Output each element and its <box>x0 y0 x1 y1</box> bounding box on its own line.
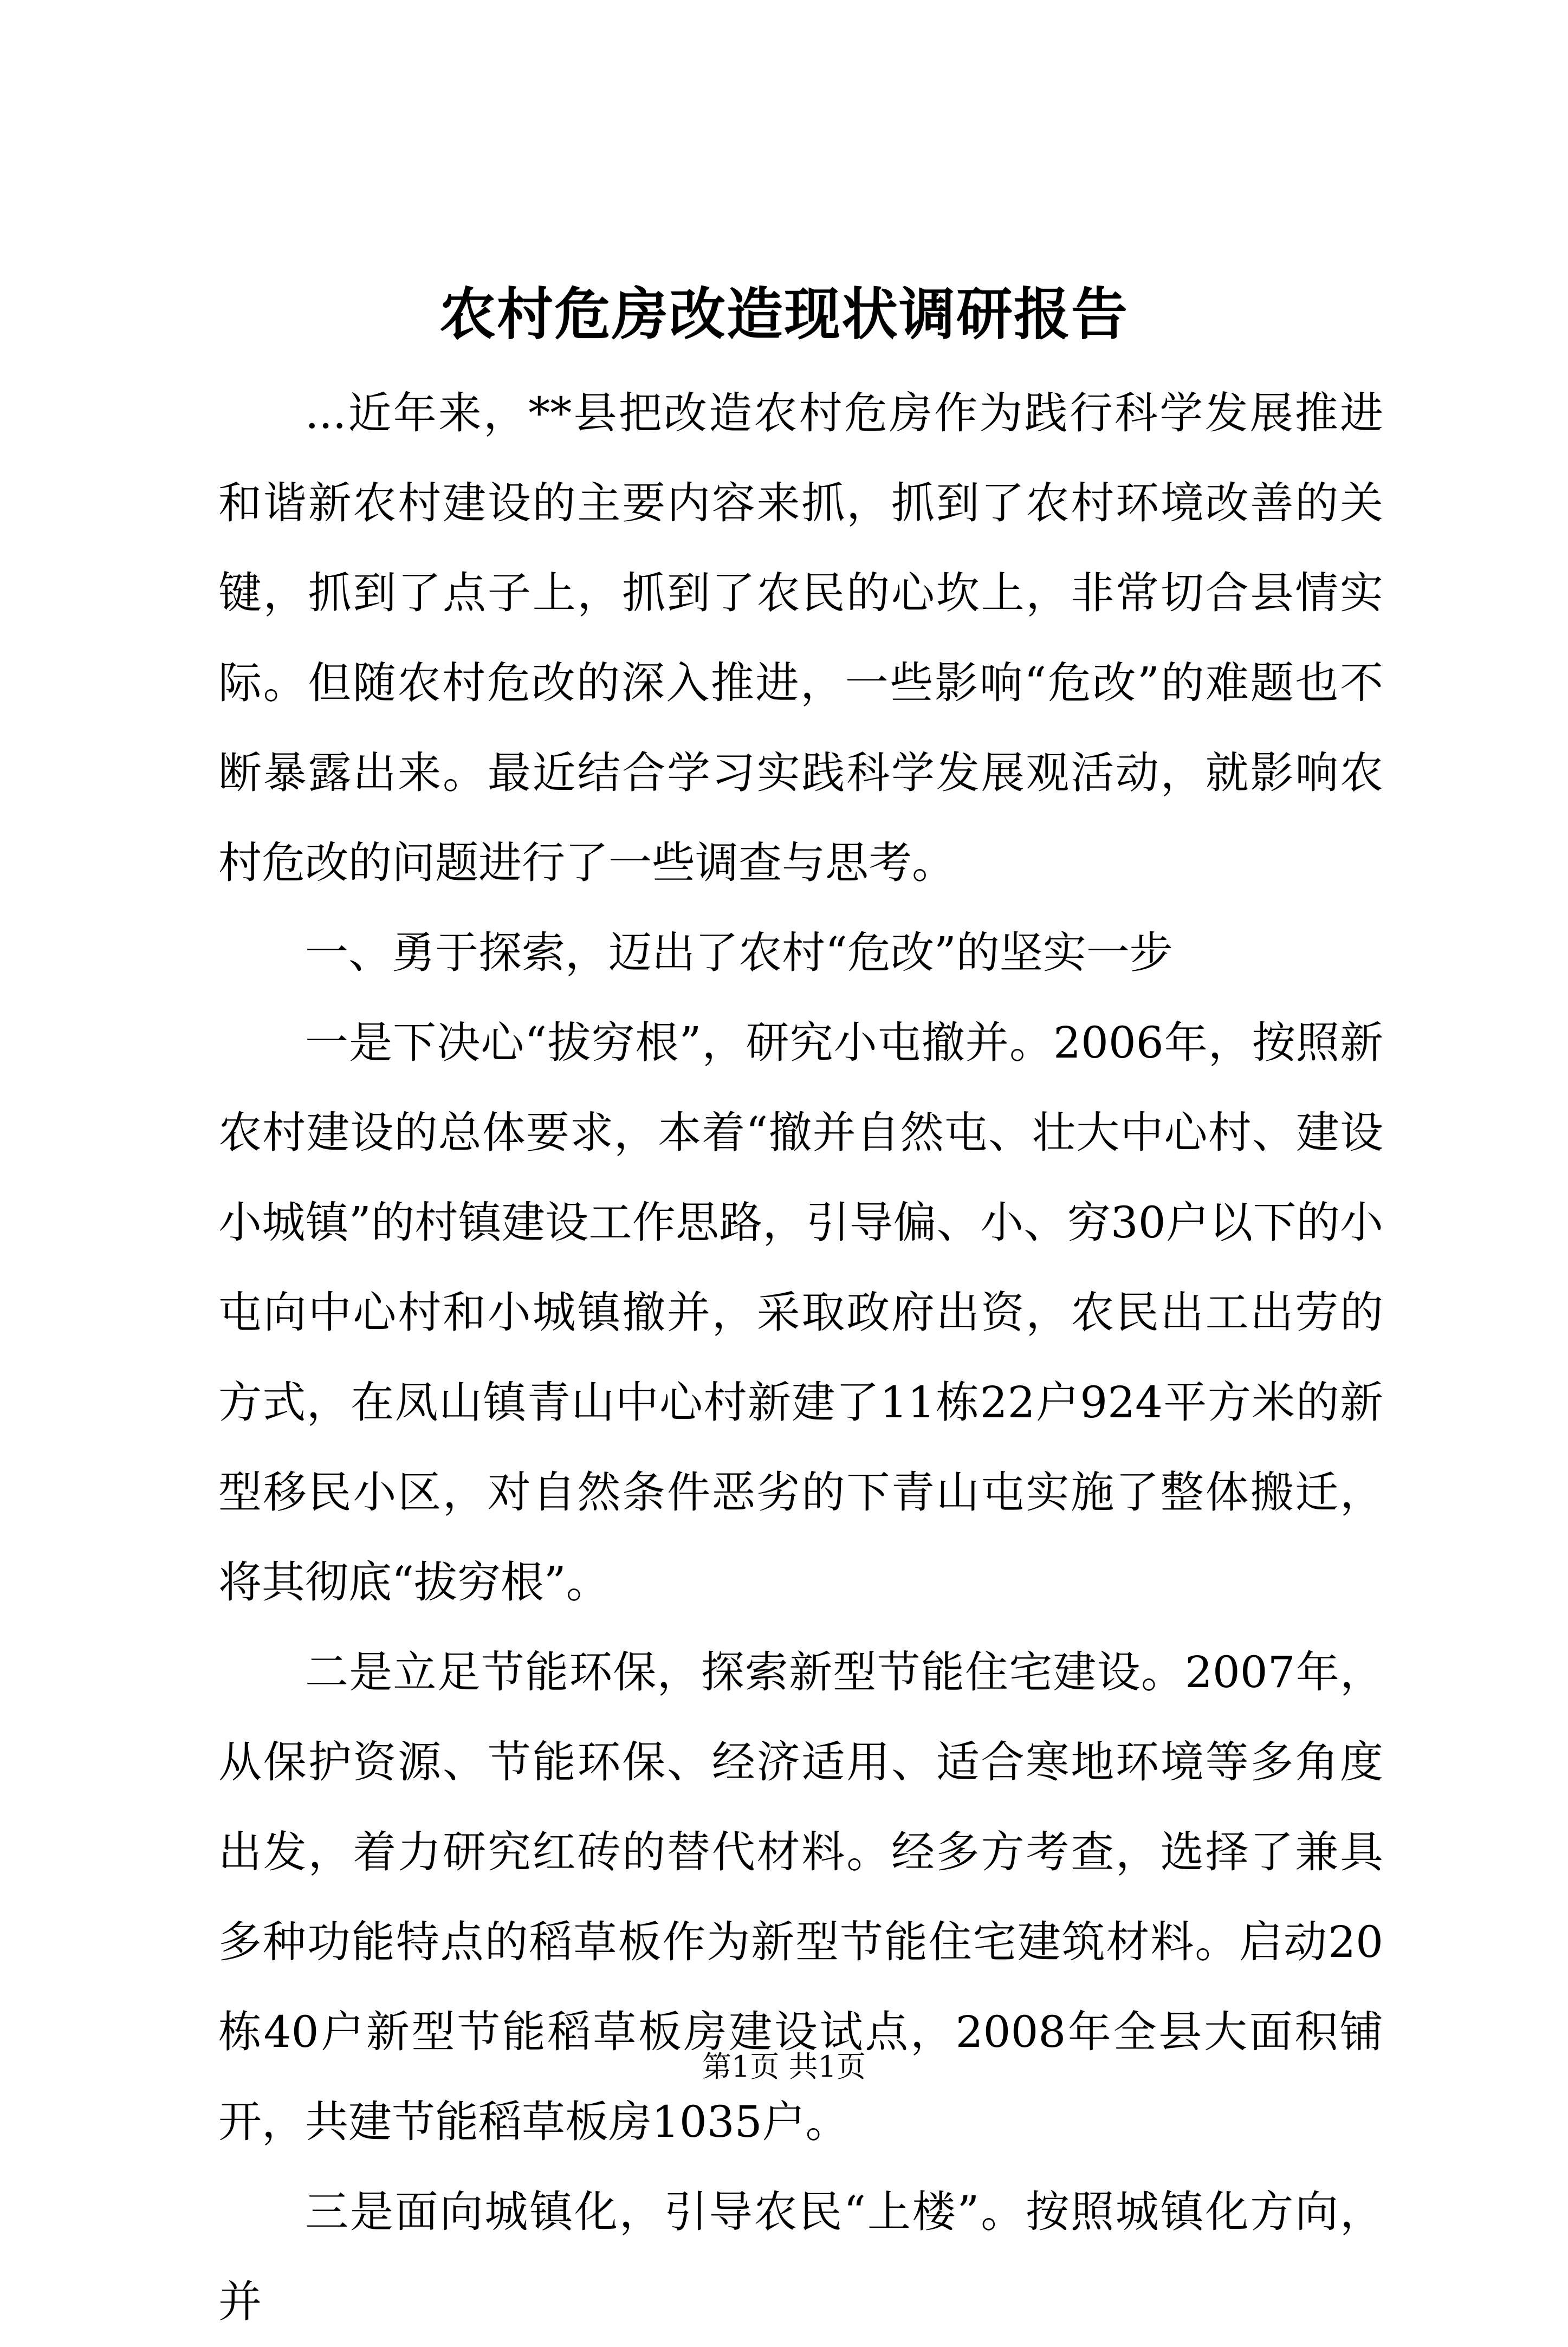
document-title: 农村危房改造现状调研报告 <box>439 281 1129 347</box>
paragraph-intro: ...近年来，**县把改造农村危房作为践行科学发展推进和谐新农村建设的主要内容来抓，抓到了农村环境改善的关键，抓到了点子上，抓到了农民的心坎上，非常切合县情实际。但随农村危改的深入推进，一些影响“危改”的难题也不断暴露出来。最近结合学习实践科学发展观活动，就影响农村危改的问题进行了一些调查与思考。 <box>218 388 1383 888</box>
paragraph-item-3: 三是面向城镇化，引导农民“上楼”。按照城镇化方向，并 <box>218 2187 1383 2327</box>
page-footer: 第1页 共1页 <box>702 2050 866 2084</box>
paragraph-item-2: 二是立足节能环保，探索新型节能住宅建设。2007年，从保护资源、节能环保、经济适用、适合寒地环境等多角度出发，着力研究红砖的替代材料。经多方考查，选择了兼具多种功能特点的稻草板作为新型节能住宅建筑材料。启动20栋40户新型节能稻草板房建设试点，2008年全县大面积铺开，共建节能稻草板房1035户。 <box>218 1647 1383 2147</box>
section-heading-1: 一、勇于探索，迈出了农村“危改”的坚实一步 <box>305 928 1173 978</box>
paragraph-item-1: 一是下决心“拔穷根”，研究小屯撤并。2006年，按照新农村建设的总体要求，本着“撤并自然屯、壮大中心村、建设小城镇”的村镇建设工作思路，引导偏、小、穷30户以下的小屯向中心村和小城镇撤并，采取政府出资，农民出工出劳的方式，在凤山镇青山中心村新建了11栋22户924平方米的新型移民小区，对自然条件恶劣的下青山屯实施了整体搬迁，将其彻底“拔穷根”。 <box>218 1017 1383 1607</box>
